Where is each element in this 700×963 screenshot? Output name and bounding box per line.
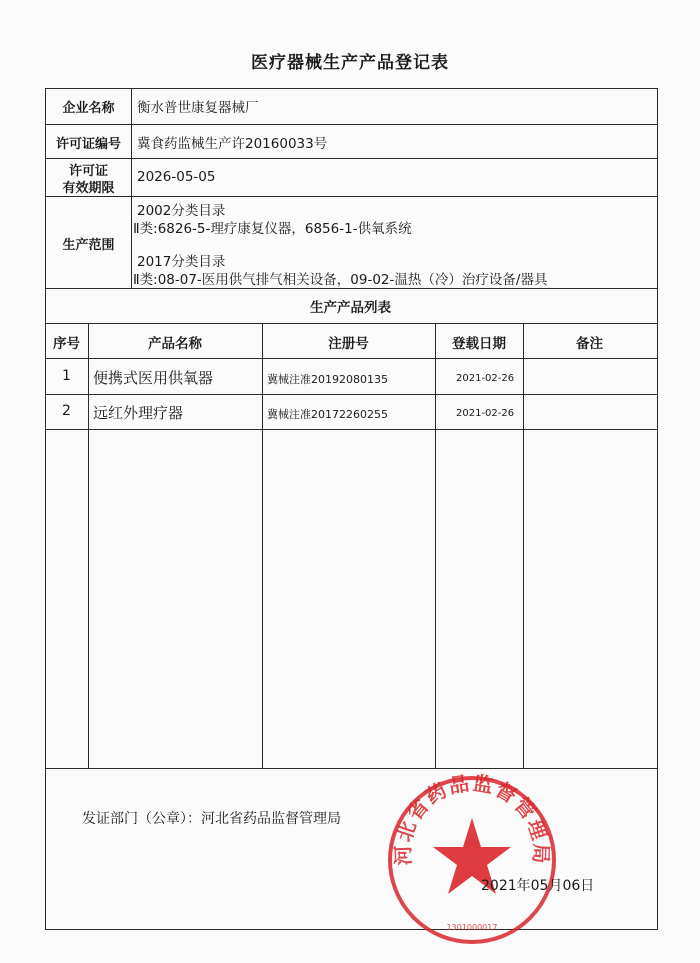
- row-no: 1: [62, 368, 71, 384]
- seal-text: 河北省药品监督管理局: [390, 770, 554, 866]
- scope-line: 2002分类目录: [137, 203, 226, 219]
- divider: [45, 768, 658, 769]
- page-title: 医疗器械生产产品登记表: [251, 53, 449, 73]
- license-value: 冀食药监械生产许20160033号: [137, 136, 328, 152]
- scope-line: Ⅱ类:6826-5-理疗康复仪器，6856-1-供氧系统: [133, 221, 412, 237]
- product-list-caption: 生产产品列表: [310, 300, 391, 316]
- row-date: 2021-02-26: [456, 373, 515, 384]
- company-value: 衡水普世康复器械厂: [137, 100, 259, 116]
- row-name: 便携式医用供氧器: [93, 369, 214, 387]
- seal-code: 1301000017: [446, 923, 498, 932]
- divider: [45, 394, 658, 395]
- row-date: 2021-02-26: [456, 408, 515, 419]
- validity-label-line1: 许可证: [68, 164, 108, 179]
- divider: [435, 323, 436, 768]
- divider: [45, 358, 658, 359]
- divider: [131, 88, 132, 288]
- official-seal: [382, 770, 562, 950]
- scope-label: 生产范围: [62, 238, 115, 253]
- row-name: 远红外理疗器: [93, 404, 184, 422]
- header-note: 备注: [576, 336, 603, 352]
- company-label: 企业名称: [62, 101, 115, 116]
- row-no: 2: [62, 403, 71, 419]
- issue-date: 2021年05月06日: [481, 878, 595, 894]
- divider: [45, 158, 658, 159]
- divider: [88, 323, 89, 768]
- row-reg: 冀械注准20192080135: [267, 373, 388, 386]
- header-name: 产品名称: [148, 336, 202, 352]
- divider: [45, 288, 658, 289]
- divider: [45, 196, 658, 197]
- scope-line: 2017分类目录: [137, 254, 226, 270]
- row-reg: 冀械注准20172260255: [267, 408, 388, 421]
- header-reg: 注册号: [328, 336, 369, 352]
- license-label: 许可证编号: [55, 137, 121, 152]
- validity-label-line2: 有效期限: [62, 181, 115, 196]
- validity-value: 2026-05-05: [137, 169, 216, 185]
- divider: [523, 323, 524, 768]
- divider: [262, 323, 263, 768]
- header-date: 登载日期: [452, 336, 506, 352]
- issuer-text: 发证部门（公章）：河北省药品监督管理局: [82, 811, 341, 827]
- divider: [45, 124, 658, 125]
- header-no: 序号: [53, 336, 80, 352]
- scope-line: Ⅱ类:08-07-医用供气排气相关设备，09-02-温热（冷）治疗设备/器具: [133, 272, 548, 288]
- divider: [45, 429, 658, 430]
- divider: [45, 323, 658, 324]
